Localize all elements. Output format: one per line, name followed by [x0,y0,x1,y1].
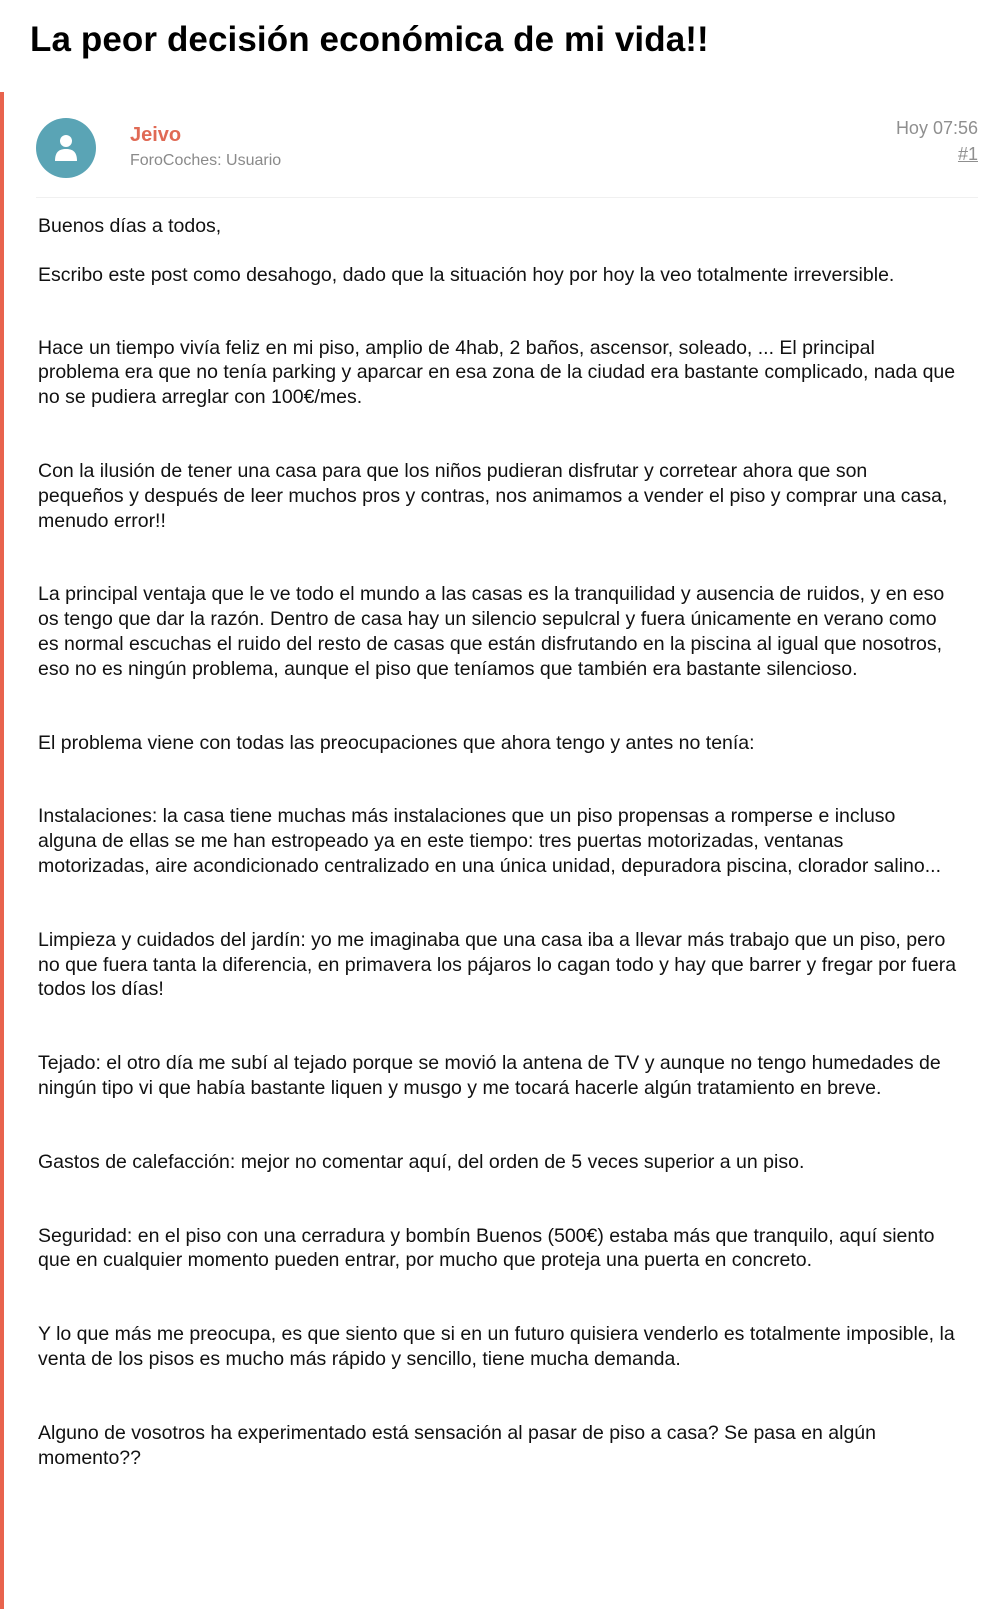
post-paragraph: Instalaciones: la casa tiene muchas más instalaciones que un piso propensas a romperse e incluso alguna de ellas se me han estropeado ya en este tiempo: tres puertas motorizadas, ventanas motorizadas, aire acondicionado centralizado en una única unidad, depuradora piscina, clorador salino... [38,805,941,877]
post-paragraph: Seguridad: en el piso con una cerradura y bombín Buenos (500€) estaba más que tranquilo, aquí siento que en cualquier momento pueden entrar, por mucho que proteja una puerta en concreto. [38,1224,935,1272]
author-name-link[interactable]: Jeivo [130,124,182,146]
post-body [38,214,958,1470]
post-date: Hoy 07:56 [895,118,978,138]
post-paragraph: Y lo que más me preocupa, es que siento que si en un futuro quisiera venderlo es totalmente imposible, la venta de los pisos es mucho más rápido y sencillo, tiene mucha demanda. [38,1323,955,1370]
thread-title: La peor decisión económica de mi vida!! [30,20,709,59]
author-user-title: ForoCoches: Usuario [130,152,282,169]
post-paragraph: Gastos de calefacción: mejor no comentar aquí, del orden de 5 veces superior a un piso. [38,1150,805,1173]
avatar[interactable] [36,118,96,178]
post-paragraph: Buenos días a todos, [38,215,222,237]
post-paragraph: Limpieza y cuidados del jardín: yo me imaginaba que una casa iba a llevar más trabajo que un piso, pero no que fuera tanta la diferencia, en primavera los pájaros lo cagan todo y hay que barrer y fregar por fuera todos los días! [38,928,957,1001]
user-silhouette-icon [54,134,78,162]
post-paragraph: Escribo este post como desahogo, dado que la situación hoy por hoy la veo totalmente irreversible. [38,263,895,286]
post-paragraph: La principal ventaja que le ve todo el mundo a las casas es la tranquilidad y ausencia de ruidos, y en eso os tengo que dar la razón. Dentro de casa hay un silencio sepulcral y fuera únicamente en verano como es normal escuchas el ruido del resto de casas que están disfrutando en la piscina al igual que nosotros, eso no es ningún problema, aunque el piso que teníamos que también era bastante silencioso. [38,583,945,680]
post-header [36,92,978,198]
post-paragraph: Con la ilusión de tener una casa para que los niños pudieran disfrutar y corretear ahora que son pequeños y después de leer muchos pros y contras, nos animamos a vender el piso y comprar una casa, menudo error!! [38,459,948,532]
post-permalink[interactable]: #1 [957,144,978,164]
post-paragraph: Hace un tiempo vivía feliz en mi piso, amplio de 4hab, 2 baños, ascensor, soleado, ... El principal problema era que no tenía parking y aparcar en esa zona de la ciudad era bastante complicado, nada que no se pudiera arreglar con 100€/mes. [38,336,956,409]
post-paragraph: El problema viene con todas las preocupaciones que ahora tengo y antes no tenía: [38,731,755,754]
post-accent-bar [0,92,4,1609]
post-paragraph: Alguno de vosotros ha experimentado está sensación al pasar de piso a casa? Se pasa en algún momento?? [38,1421,876,1469]
post-paragraph: Tejado: el otro día me subí al tejado porque se movió la antena de TV y aunque no tengo humedades de ningún tipo vi que había bastante liquen y musgo y me tocará hacerle algún tratamiento en breve. [38,1052,941,1099]
forum-post [0,92,1000,1609]
